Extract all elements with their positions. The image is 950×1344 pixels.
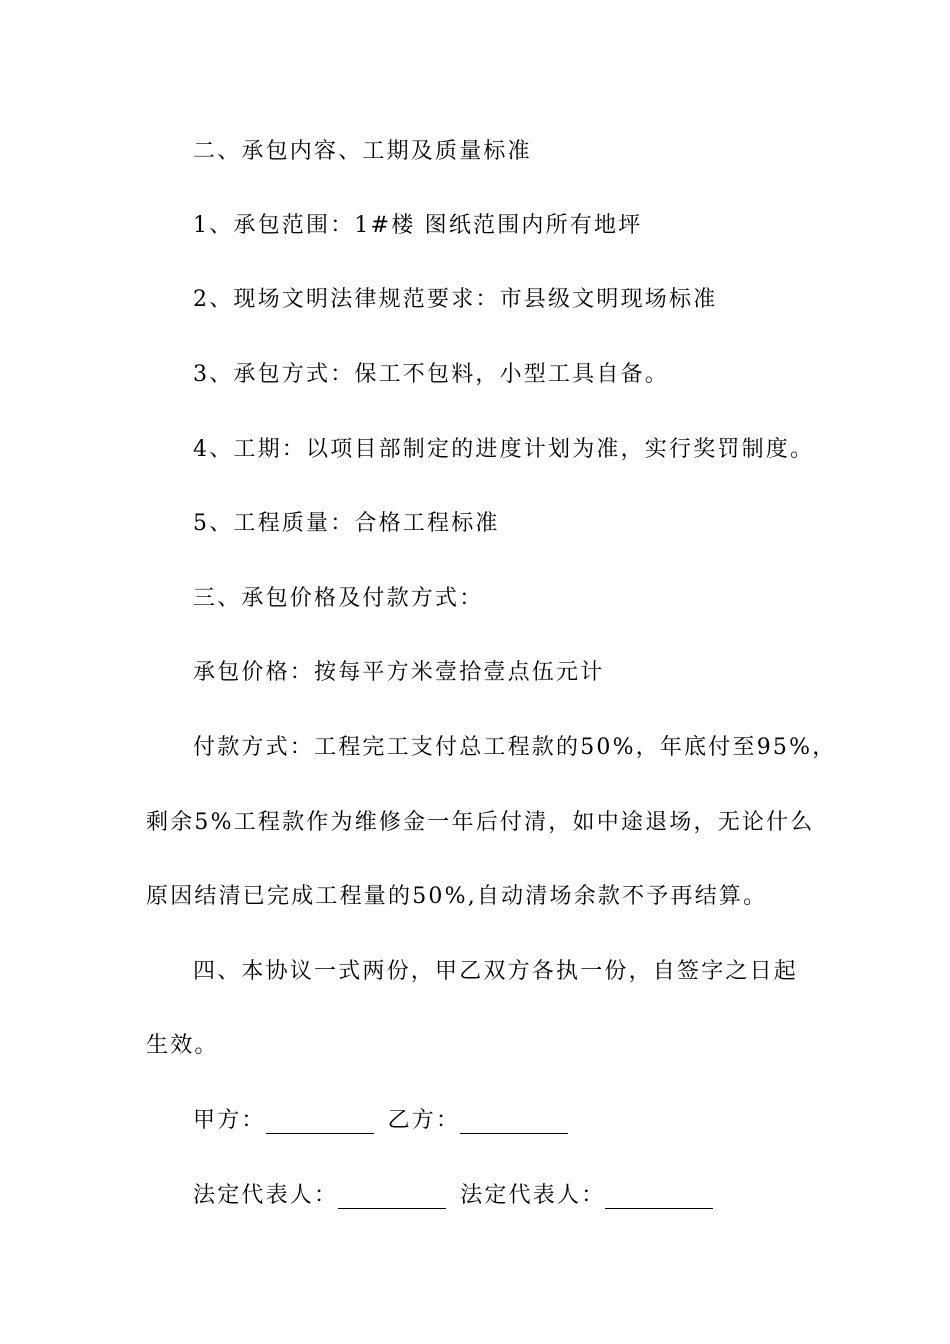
party-b-signature-blank[interactable] — [460, 1109, 568, 1134]
party-a-signature-blank[interactable] — [266, 1109, 374, 1134]
signature-row-representatives — [193, 1181, 713, 1211]
party-b-label: 乙方： — [387, 1108, 461, 1133]
section-4-line-2: 生效。 — [146, 1033, 219, 1058]
section-2-item-2: 2、现场文明法律规范要求：市县级文明现场标准 — [193, 287, 718, 312]
section-4-line-1: 四、本协议一式两份，甲乙双方各执一份，自签字之日起 — [193, 959, 799, 984]
section-3-heading: 三、承包价格及付款方式： — [193, 586, 484, 611]
section-2-item-3: 3、承包方式：保工不包料，小型工具自备。 — [193, 362, 669, 387]
rep-a-signature-blank[interactable] — [338, 1184, 446, 1209]
section-3-payment-line-1: 付款方式：工程完工支付总工程款的50%，年底付至95%， — [193, 735, 837, 760]
section-2-heading: 二、承包内容、工期及质量标准 — [193, 139, 532, 164]
rep-b-signature-blank[interactable] — [605, 1184, 713, 1209]
rep-a-label: 法定代表人： — [193, 1183, 339, 1208]
section-3-payment-line-3: 原因结清已完成工程量的50%,自动清场余款不予再结算。 — [146, 884, 768, 909]
section-3-price: 承包价格：按每平方米壹拾壹点伍元计 — [193, 660, 605, 685]
signature-row-parties — [193, 1106, 568, 1136]
rep-b-label: 法定代表人： — [460, 1183, 606, 1208]
section-2-item-1: 1、承包范围：1#楼 图纸范围内所有地坪 — [193, 213, 643, 238]
party-a-label: 甲方： — [193, 1108, 266, 1133]
section-2-item-4: 4、工期：以项目部制定的进度计划为准，实行奖罚制度。 — [193, 437, 815, 462]
section-2-item-5: 5、工程质量：合格工程标准 — [193, 511, 500, 536]
section-3-payment-line-2: 剩余5%工程款作为维修金一年后付清，如中途退场，无论什么 — [146, 810, 815, 835]
